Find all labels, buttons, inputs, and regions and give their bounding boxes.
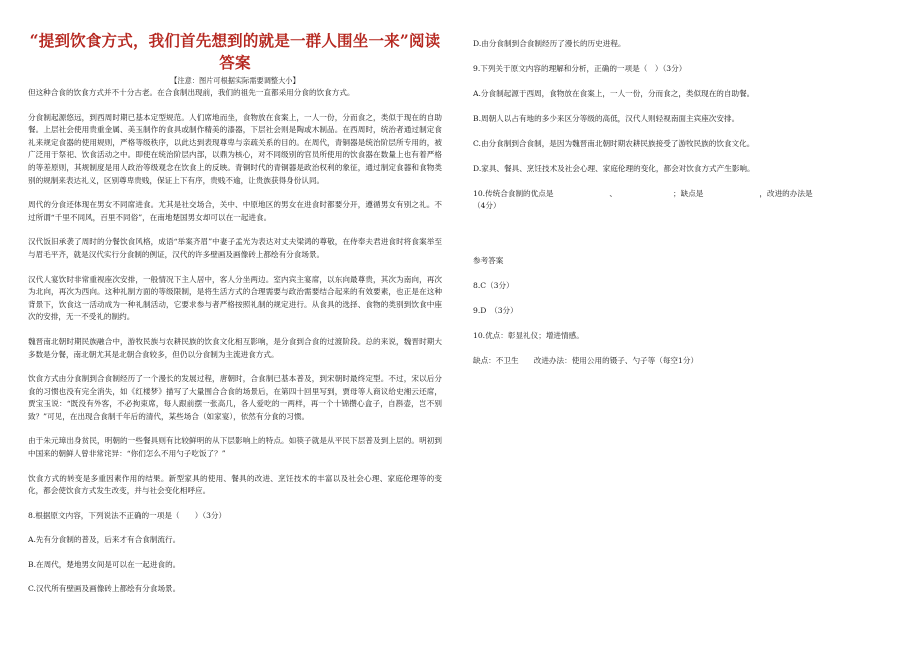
question-9-stem: 9.下列关于原文内容的理解和分析，正确的一项是（ ）（3分） bbox=[473, 64, 687, 73]
paragraph: 周代的分食还体现在男女不同席进食。尤其是社交场合，关中、中原地区的男女在进食时都要分开，遵循男女有别之礼。不过所谓“千里不同风，百里不同俗”，在南地楚国男女却可以在一起进食。 bbox=[28, 200, 442, 222]
answer-8: 8.C（3分） bbox=[473, 281, 514, 290]
option-d: D.家具、餐具、烹饪技术及社会心理、家庭伦理的变化，都会对饮食方式产生影响。 bbox=[473, 164, 755, 173]
paragraph: 饮食方式由分食制到合食制经历了一个漫长的发展过程，唐朝时，合食制已基本普及，到宋朝时最终定型。不过，宋以后分食的习惯也没有完全消失，如《红楼梦》描写了大量围合合食的场景后，在第四十回里写到，贾母等人商议给史湘云还席，贾宝玉说：“既没有外客，不必拘束席，每人跟前摆一张高几，各人爱吃的一两样，再一个十锦攒心盒子，自斟壶，岂不别致？”可见，在出现合食制千年后的清代，某些场合（如家宴），依然有分食的习惯。 bbox=[28, 374, 442, 421]
q10-text: ，改进的办法是 bbox=[759, 189, 813, 198]
right-column bbox=[473, 0, 883, 380]
option-d: D.由分食制到合食制经历了漫长的历史进程。 bbox=[473, 39, 626, 48]
answer-10-shortcoming: 缺点：不卫生 改进办法：使用公用的镊子、勺子等（每空1分） bbox=[473, 356, 699, 365]
option-c: C.汉代所有壁画及画像砖上都绘有分食场景。 bbox=[28, 584, 181, 594]
paragraph: 汉代饭旧承袭了周时的分餐饮食风格，成语“举案齐眉”中妻子孟光为表达对丈夫梁鸿的尊敬，在侍奉夫君进食时将食案举至与眉毛平齐，就是汉代实行分食制的例证，汉代的许多壁画及画像砖上都绘有分食场景。 bbox=[28, 237, 442, 259]
option-b: B.周朝人以占有地的多少来区分等级的高低，汉代人则轻视南面主宾座次安排。 bbox=[473, 114, 740, 123]
question-8 bbox=[28, 510, 442, 596]
article-title: “提到饮食方式，我们首先想到的就是一群人围坐一来”阅读答案 bbox=[29, 31, 441, 72]
paragraph: 魏晋南北朝时期民族融合中，游牧民族与农耕民族的饮食文化相互影响，是分食到合食的过渡阶段。总的来说，魏晋时期大多数是分餐，南北朝尤其是北朝合食较多，但仍以分食制为主流进食方式。 bbox=[28, 336, 442, 359]
paragraph: 汉代人宴饮时非常重视座次安排，一般情况下主人居中，客人分坐两边。室内宾主宴席，以东向最尊贵，其次为南向，再次为北向，再次为西向。这种礼制方面的等级限制，是将生活方式的合理需要与政治需要结合起来的有效要素，也正是在这种背景下，饮食这一活动成为一种礼制活动，它要求参与者严格按照礼制的规定进行。从食具的选择、食物的类别到饮食中座次的安排，无一不受礼的制约。 bbox=[28, 274, 442, 322]
paragraph: 但这种合食的饮食方式并不十分古老。在合食制出现前，我们的祖先一直都采用分食的饮食方式。 bbox=[28, 88, 355, 97]
question-10 bbox=[473, 188, 883, 212]
image-size-note: 【注意：图片可根据实际需要调整大小】 bbox=[170, 76, 300, 85]
option-a: A.分食制起源于西周，食物放在食案上，一人一份，分而食之，类似现在的自助餐。 bbox=[473, 89, 755, 98]
left-column bbox=[28, 0, 442, 608]
answer-9: 9.D （3分） bbox=[473, 306, 518, 315]
option-b: B.在周代，楚地男女间是可以在一起进食的。 bbox=[28, 559, 181, 569]
q10-score: （4分） bbox=[473, 201, 501, 210]
option-a: A.先有分食制的普及，后来才有合食制流行。 bbox=[28, 535, 181, 545]
option-c: C.由分食制到合食制，是因为魏晋南北朝时期农耕民族接受了游牧民族的饮食文化。 bbox=[473, 139, 755, 148]
paragraph: 分食制起源悠远，到西周时期已基本定型规范。人们席地而坐，食物放在食案上，一人一份，分而食之，类似于现在的自助餐。上层社会使用贵重金属、美玉制作的食具或制作精美的漆器，下层社会则是陶或木制品。在西周时，统治者通过制定食礼来规定食器的使用规则，严格等级秩序，以此达到表现尊卑与亲疏关系的目的。在周代，青铜器是统治阶层所专用的，被广泛用于祭祀、饮食活动之中。即使在统治阶层内部，以鼎为核心，对不同级别的官员所使用的饮食器在数量上也有着严格的等差原则，其规制度是用人政治等级观念在饮食上的反映。青铜时代的青铜器是政治权利的象征，通过制定食器和食物类别的规制来表达礼义，区别尊卑贵贱，保证上下有序，贵贱不逾，让贵族获得身份认同。 bbox=[28, 112, 442, 185]
answer-10: 10.优点：彰显礼仪；增进情感。 bbox=[473, 331, 584, 340]
question-stem: 8.根据原文内容，下列说法不正确的一项是（ ）（3分） bbox=[28, 510, 227, 520]
answers-heading: 参考答案 bbox=[473, 256, 504, 265]
q10-text: ；缺点是 bbox=[673, 189, 704, 198]
q10-text: 、 bbox=[609, 189, 618, 198]
paragraph: 饮食方式的转变是多重因素作用的结果。新型家具的使用、餐具的改进、烹饪技术的丰富以及社会心理、家庭伦理等的变化，都会使饮食方式发生改变，并与社会变化相呼应。 bbox=[28, 473, 442, 496]
paragraph: 由于朱元璋出身贫民，明朝的一些餐具则有比较鲜明的从下层影响上的特点。如筷子就是从平民下层普及到上层的。明初到中国来的朝鲜人曾非常诧异：“你们怎么不用勺子吃饭了？” bbox=[28, 436, 442, 459]
q10-text: 10.传统合食制的优点是 bbox=[473, 189, 554, 198]
